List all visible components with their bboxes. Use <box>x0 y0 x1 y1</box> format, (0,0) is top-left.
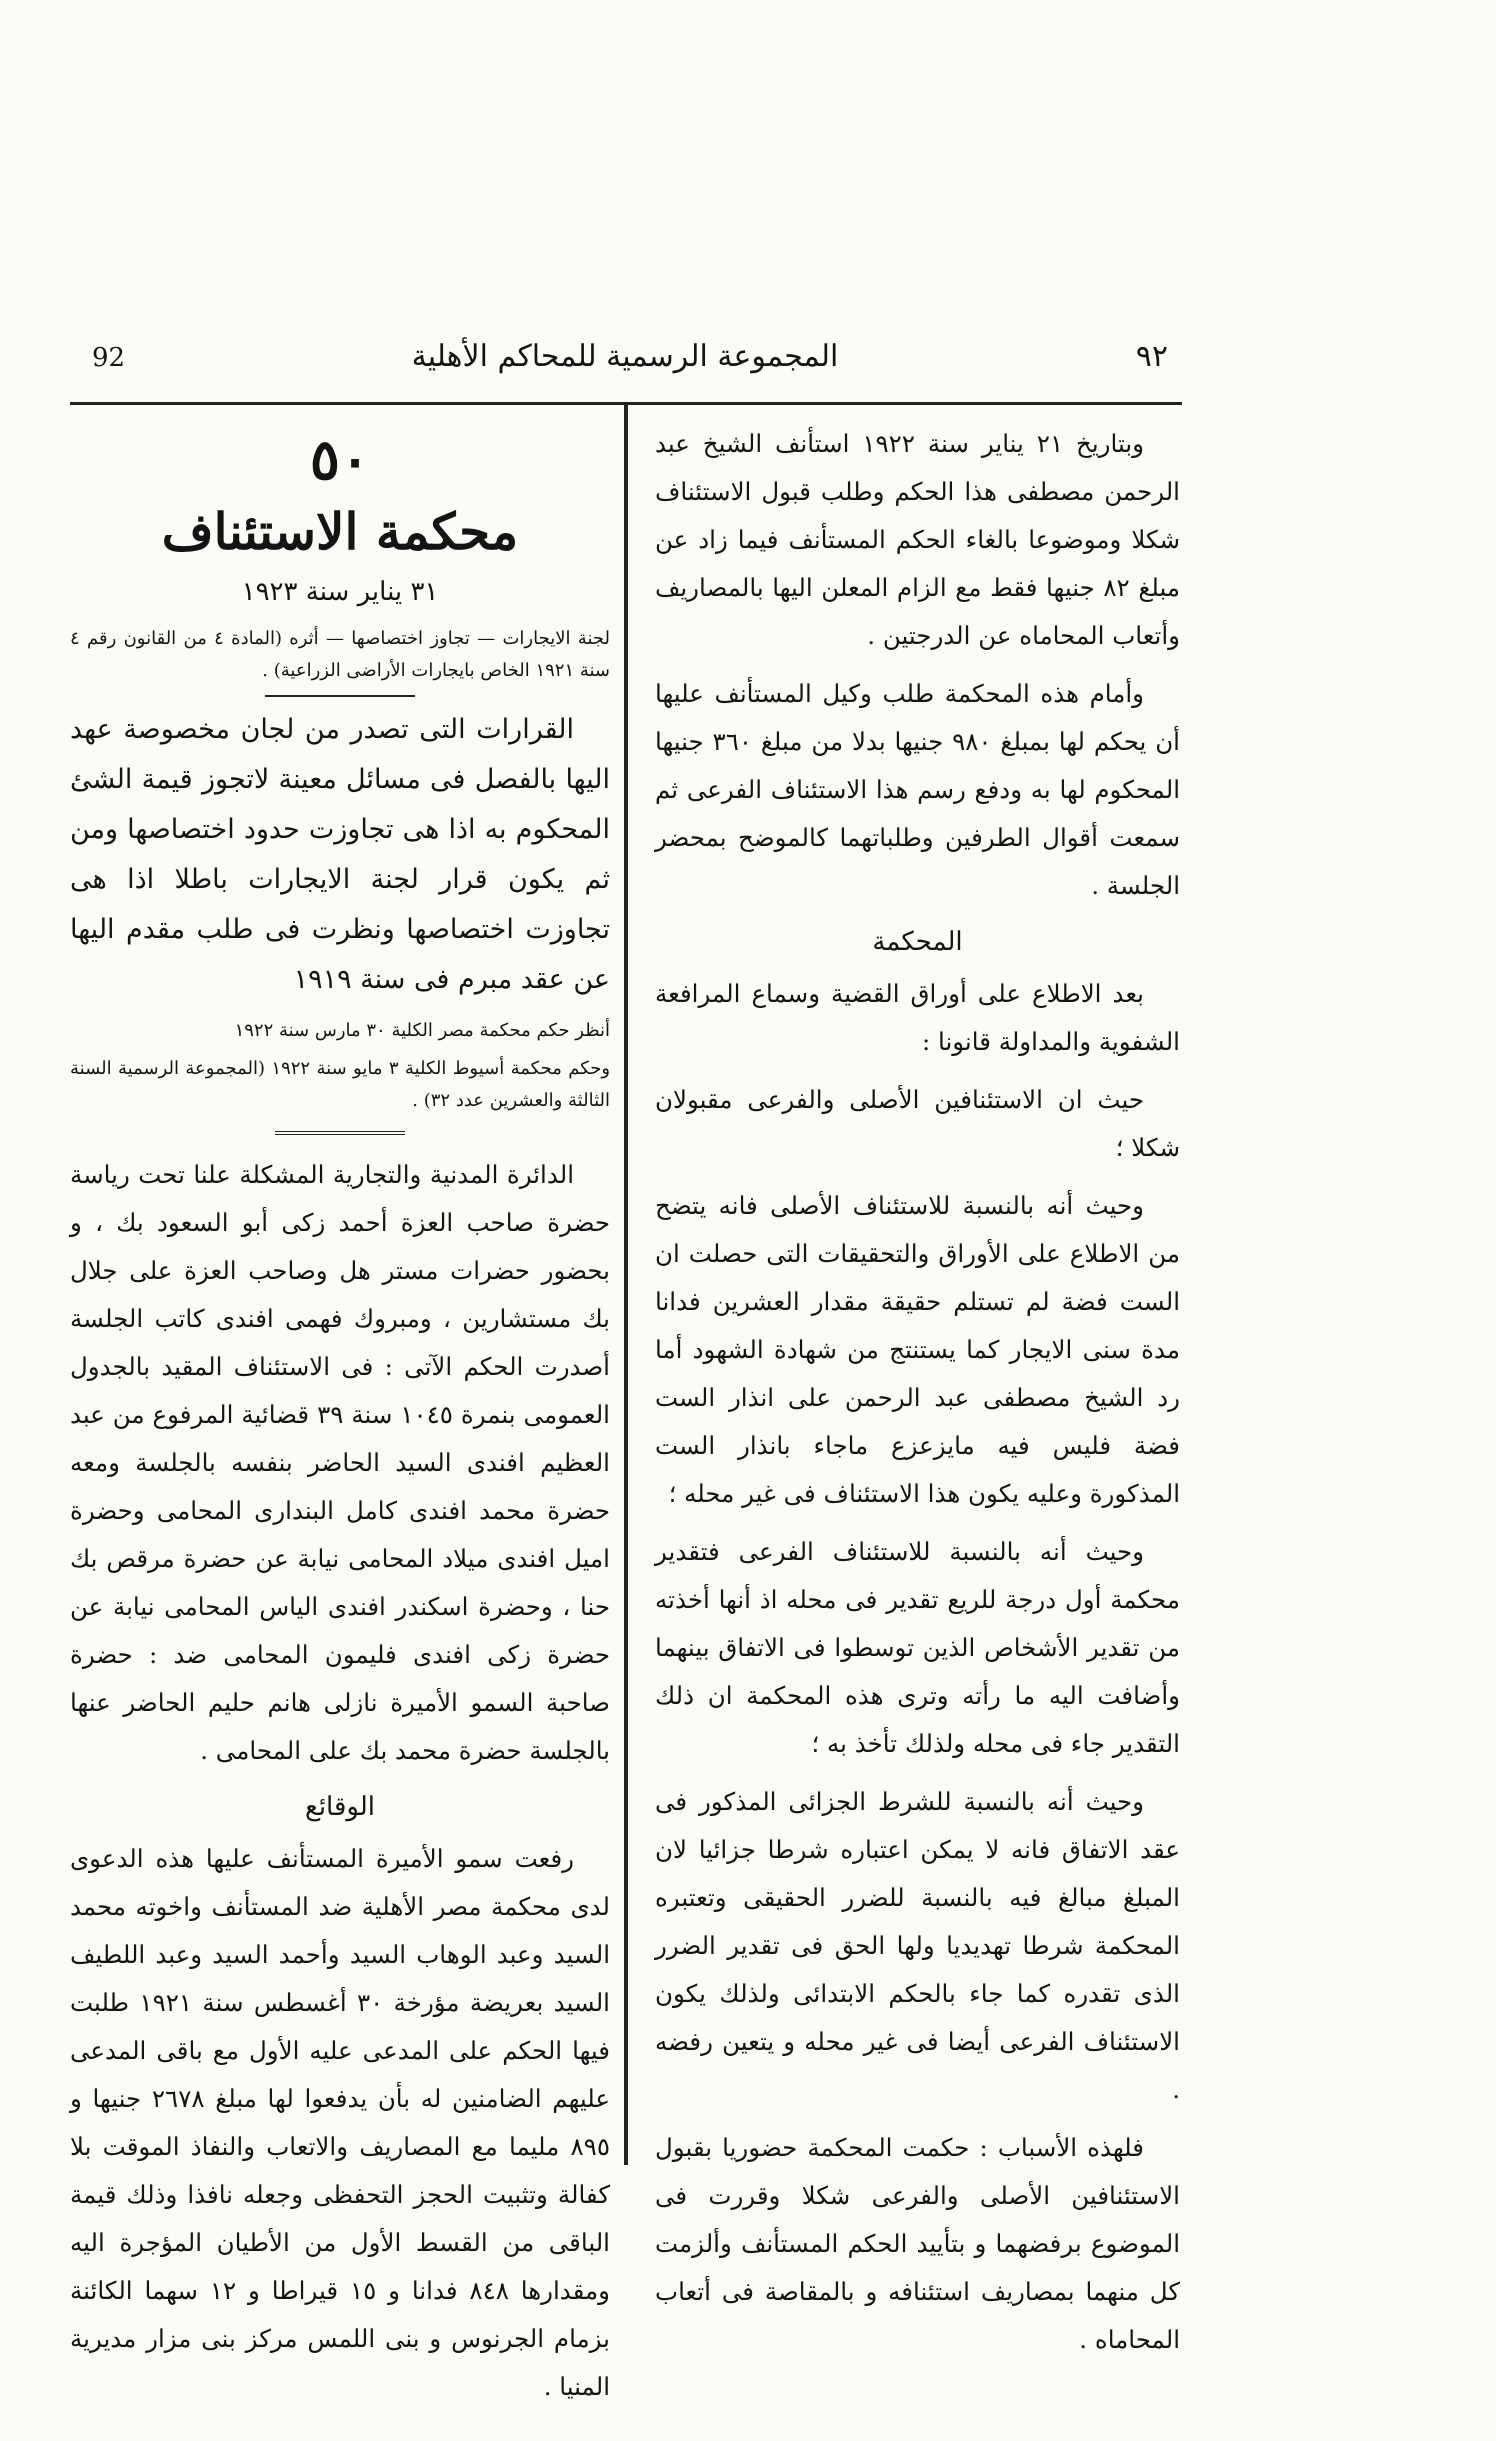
reason-paragraph: وحيث أنه بالنسبة للشرط الجزائى المذكور فى عقد الاتفاق فانه لا يمكن اعتباره شرطا جزائيا لان المبلغ مبالغ فيه بالنسبة للضرر الحقيقى وتعتبره المحكمة شرطا تهديديا ولها الحق فى تقدير الضرر الذى تقدره كما جاء بالحكم الابتدائى ولذلك يكون الاستئناف الفرعى أيضا فى غير محله و يتعين رفضه . <box>655 1787 1180 2104</box>
column-divider <box>624 405 628 2165</box>
double-rule <box>275 1131 405 1137</box>
page-header <box>70 335 1180 387</box>
paragraph: وأمام هذه المحكمة طلب وكيل المستأنف عليها أن يحكم لها بمبلغ ٩٨٠ جنيها بدلا من مبلغ ٣٦٠ جنيها المحكوم لها به ودفع رسم هذا الاستئناف الفرعى ثم سمعت أقوال الطرفين وطلباتهما كالموضح بمحضر الجلسة . <box>655 679 1180 900</box>
reference-line: أنظر حكم محكمة مصر الكلية ٣٠ مارس سنة ١٩٢٢ <box>234 1020 610 1041</box>
running-title: المجموعة الرسمية للمحاكم الأهلية <box>411 339 839 374</box>
left-column <box>70 425 610 2421</box>
facts-heading: الوقائع <box>304 1792 375 1822</box>
keywords: لجنة الايجارات — تجاوز اختصاصها — أثره (المادة ٤ من القانون رقم ٤ سنة ١٩٢١ الخاص بايجارات الأراضى الزراعية) . <box>70 628 610 681</box>
page-number-latin: 92 <box>92 343 126 373</box>
page-number-arabic: ٩٢ <box>1135 339 1168 374</box>
deliberation-paragraph: بعد الاطلاع على أوراق القضية وسماع المرافعة الشفوية والمداولة قانونا : <box>655 979 1180 1056</box>
verdict-paragraph: فلهذه الأسباب : حكمت المحكمة حضوريا بقبول الاستئنافين الأصلى والفرعى شكلا وقررت فى الموضوع برفضهما و بتأييد الحكم المستأنف وألزمت كل منهما بمصاريف استئنافه و بالمقاصة فى أتعاب المحاماه . <box>655 2133 1180 2354</box>
reason-paragraph: حيث ان الاستئنافين الأصلى والفرعى مقبولان شكلا ؛ <box>655 1085 1180 1162</box>
facts-paragraph: رفعت سمو الأميرة المستأنف عليها هذه الدعوى لدى محكمة مصر الأهلية ضد المستأنف واخوته محمد السيد وعبد الوهاب السيد وأحمد السيد وعبد اللطيف السيد بعريضة مؤرخة ٣٠ أغسطس سنة ١٩٢١ طلبت فيها الحكم على المدعى عليه الأول مع باقى المدعى عليهم الضامنين له بأن يدفعوا لها مبلغ ٢٦٧٨ جنيها و ٨٩٥ مليما مع المصاريف والاتعاب والنفاذ الموقت بلا كفالة وتثبيت الحجز التحفظى وجعله نافذا وذلك قيمة الباقى من القسط الأول من الأطيان المؤجرة اليه ومقدارها ٨٤٨ فدانا و ١٥ قيراطا و ١٢ سهما الكائنة بزمام الجرنوس و بنى اللمس مركز بنى مزار مديرية المنيا . <box>70 1844 611 2401</box>
section-rule <box>265 695 415 697</box>
court-title: محكمة الاستئناف <box>161 502 519 561</box>
paragraph: وبتاريخ ٢١ يناير سنة ١٩٢٢ استأنف الشيخ عبد الرحمن مصطفى هذا الحكم وطلب قبول الاستئناف شكلا وموضوعا بالغاء الحكم المستأنف فيما زاد عن مبلغ ٨٢ جنيها فقط مع الزام المعلن اليها بالمصاريف وأتعاب المحاماه عن الدرجتين . <box>655 429 1180 650</box>
court-section-heading: المحكمة <box>872 927 963 957</box>
judgment-date: ٣١ يناير سنة ١٩٢٣ <box>241 577 439 607</box>
reason-paragraph: وحيث أنه بالنسبة للاستئناف الأصلى فانه يتضح من الاطلاع على الأوراق والتحقيقات التى حصلت ان الست فضة لم تستلم حقيقة مقدار العشرين فدانا مدة سنى الايجار كما يستنتج من شهادة الشهود أما رد الشيخ مصطفى عبد الرحمن على انذار الست فضة فليس فيه مايزعزع ماجاء بانذار الست المذكورة وعليه يكون هذا الاستئناف فى غير محله ؛ <box>655 1191 1180 1508</box>
right-column <box>655 420 1180 2374</box>
legal-summary: القرارات التى تصدر من لجان مخصوصة عهد اليها بالفصل فى مسائل معينة لاتجوز قيمة الشئ المحكوم به اذا هى تجاوزت حدود اختصاصها ومن ثم يكون قرار لجنة الايجارات باطلا اذا هى تجاوزت اختصاصها ونظرت فى طلب مقدم اليها عن عقد مبرم فى سنة ١٩١٩ <box>70 714 610 995</box>
reference-line: وحكم محكمة أسيوط الكلية ٣ مايو سنة ١٩٢٢ (المجموعة الرسمية السنة الثالثة والعشرين عدد ٣٢) . <box>70 1058 611 1111</box>
case-number: ٥٠ <box>309 427 371 493</box>
panel-paragraph: الدائرة المدنية والتجارية المشكلة علنا تحت رياسة حضرة صاحب العزة أحمد زكى أبو السعود بك ، و بحضور حضرات مستر هل وصاحب العزة على جلال بك مستشارين ، ومبروك فهمى افندى كاتب الجلسة أصدرت الحكم الآتى : فى الاستئناف المقيد بالجدول العمومى بنمرة ١٠٤٥ سنة ٣٩ قضائية المرفوع من عبد العظيم افندى السيد الحاضر بنفسه بالجلسة ومعه حضرة محمد افندى كامل البندارى المحامى وحضرة اميل افندى ميلاد المحامى نيابة عن حضرة مرقص بك حنا ، وحضرة اسكندر افندى الياس المحامى نيابة عن حضرة زكى افندى فليمون المحامى ضد : حضرة صاحبة السمو الأميرة نازلى هانم حليم الحاضر عنها بالجلسة حضرة محمد بك على المحامى . <box>70 1160 610 1765</box>
reason-paragraph: وحيث أنه بالنسبة للاستئناف الفرعى فتقدير محكمة أول درجة للريع تقدير فى محله اذ أنها أخذته من تقدير الأشخاص الذين توسطوا فى الاتفاق بينهما وأضافت اليه ما رأته وترى هذه المحكمة ان ذلك التقدير جاء فى محله ولذلك تأخذ به ؛ <box>655 1537 1180 1758</box>
